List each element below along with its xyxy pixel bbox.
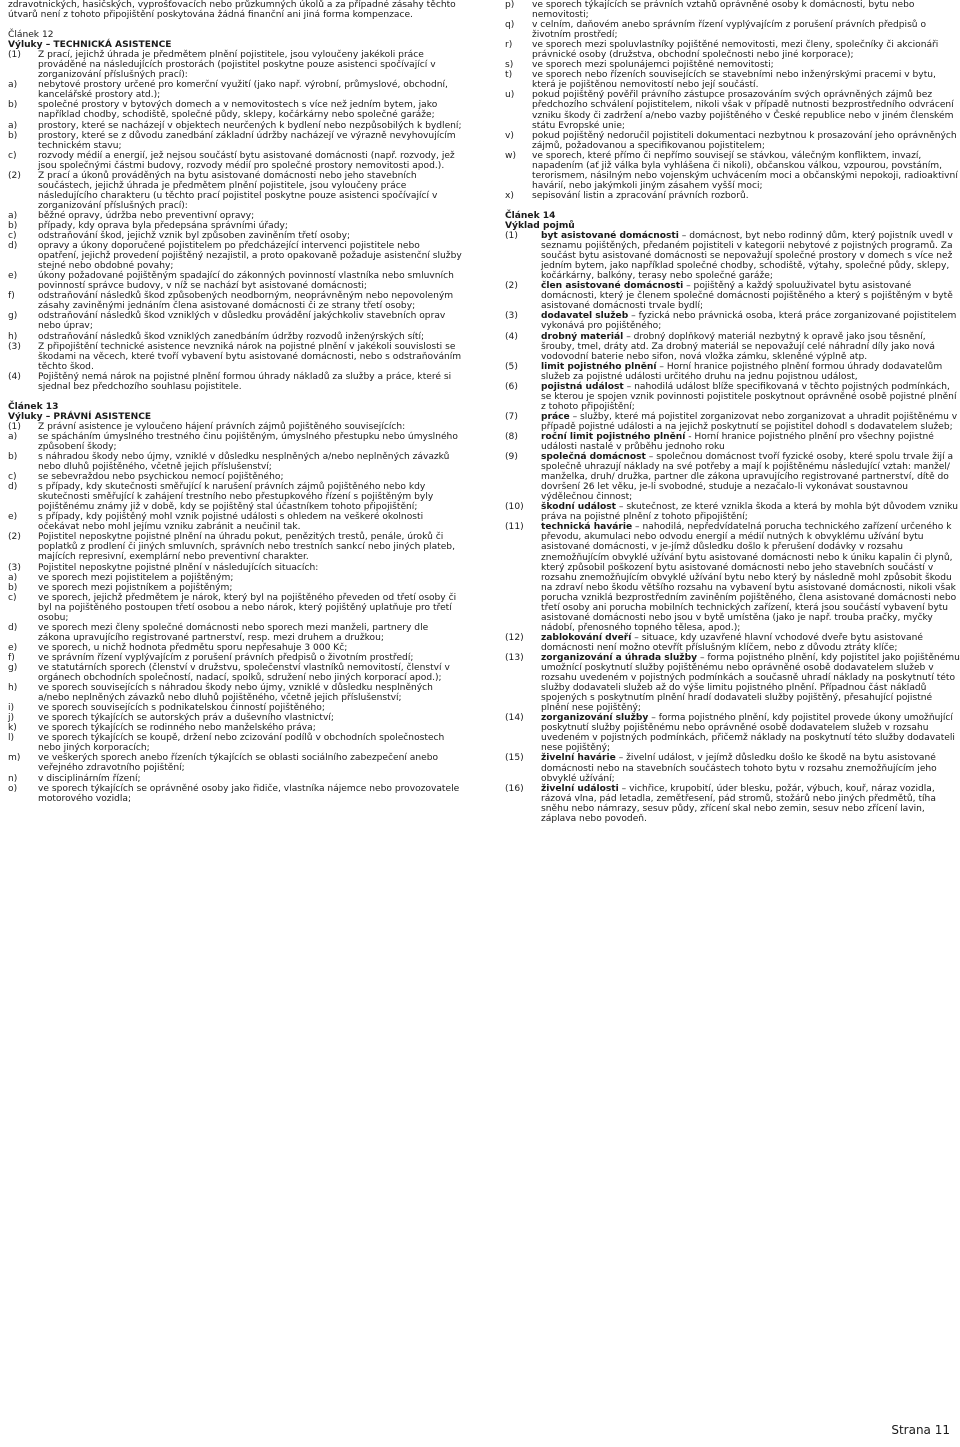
list-item-text: – pojištěný a každý spoluuživatel bytu asistované domácnosti, který je členem společné domácnosti pojištěného a který s pojištěným v bytě asistované domácnosti trvale bydlí;	[541, 281, 953, 312]
list-item-text: nebytové prostory určené pro komerční využití (jako např. výrobní, průmyslové, obchodní, kancelářské prostory atd.);	[38, 80, 448, 101]
list-item-number: f)	[8, 652, 15, 663]
list-item-text: ve sporech, jejichž předmětem je nárok, který byl na pojištěného převeden od třetí osoby či byl na pojištěného postoupen třetí osobou a nebo nárok, který pojištěný uplatňuje pro třetí osobu;	[38, 592, 457, 623]
list-item-text: – Horní hranice pojistného plnění formou úhrady dodavatelům služeb za pojistné události určitého druhu na jednu pojistnou událost,	[541, 361, 943, 382]
article-12-p2-list	[8, 211, 463, 342]
list-item-text: odstraňování následků škod vzniklých zanedbáním údržby rozvodů inženýrských sítí;	[38, 331, 425, 342]
list-item-number: x)	[505, 190, 514, 201]
list-item-text: s náhradou škody nebo újmy, vzniklé v důsledku nesplněných a/nebo neplněných závazků nebo dluhů pojištěného, včetně jejich příslušenství;	[38, 452, 450, 473]
list-item-number: c)	[8, 472, 17, 483]
definition-item	[505, 412, 960, 432]
list-item-text: – skutečnost, ze které vznikla škoda a která by mohla být důvodem vzniku práva na pojistné plnění z tohoto připojištění;	[541, 502, 958, 523]
list-item-text: – služby, které má pojistitel zorganizovat nebo zorganizovat a uhradit pojištěnému v případě pojistné události a na jejichž poskytnutí se pojistitel dohodl s dodavatelem služeb;	[541, 411, 958, 432]
list-item-text: ve sporech mezi spoluvlastníky pojištěné nemovitosti, mezi členy, společníky či akcionáři právnické osoby (družstva, obchodní společnosti nebo jiné korporace);	[532, 40, 939, 61]
list-item	[8, 753, 463, 773]
list-item-text: – vichřice, krupobití, úder blesku, požár, výbuch, kouř, náraz vozidla, rázová vlna, pád letadla, zemětřesení, pád stromů, stožárů nebo jiných předmětů, tíha sněhu nebo námrazy, sesuv půdy, zřícení skal nebo zemin, sesuv nebo zřícení lavin, záplava nebo povodeň.	[541, 783, 936, 824]
list-item	[505, 70, 960, 90]
list-item	[8, 653, 463, 663]
list-item-text: ve sporech týkajících se autorských práv a duševního vlastnictví;	[38, 713, 334, 724]
definition-item	[505, 452, 960, 502]
article-14-definitions-list	[505, 231, 960, 824]
list-item-text: se sebevraždou nebo psychickou nemocí pojištěného;	[38, 472, 284, 483]
list-item	[8, 573, 463, 583]
list-item-number: (14)	[505, 713, 524, 724]
list-item-number: a)	[8, 80, 18, 91]
definition-term: drobný materiál	[541, 331, 624, 342]
list-item	[8, 432, 463, 452]
list-item	[8, 311, 463, 331]
list-item-number: a)	[8, 431, 18, 442]
article-12-p1-list	[8, 80, 463, 170]
list-item	[8, 784, 463, 804]
intro-paragraph: zdravotnických, hasičských, vyprošťovacích nebo průzkumných úkolů a za případné zásahy těchto útvarů není z tohoto připojištění poskytována žádná finanční ani jiná forma kompenzace.	[8, 0, 456, 21]
list-item	[505, 151, 960, 191]
list-item-number: e)	[8, 642, 18, 653]
list-item	[505, 191, 960, 201]
article-13-p1-list	[8, 432, 463, 532]
list-item-text: rozvody médií a energií, jež nejsou součástí bytu asistované domácnosti (např. rozvody, jež jsou společnými částmi budovy, rozvody médií pro společné prostory nemovitosti apod.).	[38, 150, 455, 171]
list-item-number: b)	[8, 452, 18, 463]
list-item-number: (4)	[505, 331, 518, 342]
list-item-text: pokud pojištěný pověřil právního zástupce prosazováním svých oprávněných zájmů bez předchozího schválení pojistitelem, nikoli však v případě nutnosti bezprostředního odvrácení vzniku škody či zadržení a/nebo vazby pojištěného v České republice nebo v jiném členském státu Evropské unie;	[532, 90, 954, 131]
list-item	[505, 40, 960, 60]
list-item	[8, 231, 463, 241]
list-item-text: ve sporech mezi členy společné domácnosti nebo sporech mezi manželi, partnery dle zákona upravujícího registrované partnerství, resp. mezi druhem a družkou;	[38, 622, 429, 643]
right-column	[505, 0, 960, 824]
list-item-text: se spácháním úmyslného trestného činu pojištěným, úmyslného přestupku nebo úmyslného způsobení škody;	[38, 431, 458, 452]
list-item-text: ve sporech mezi pojistitelem a pojištěným;	[38, 572, 234, 583]
list-item-number: (10)	[505, 502, 524, 513]
list-item-text: ve správním řízení vyplývajícím z porušení právních předpisů o životním prostředí;	[38, 652, 414, 663]
article-12-title: Článek 12	[8, 30, 54, 41]
article-14-title: Článek 14	[505, 210, 556, 221]
list-item-text: ve sporech, u nichž hodnota předmětu sporu nepřesahuje 3 000 Kč;	[38, 642, 348, 653]
list-item-number: d)	[8, 622, 18, 633]
definition-item	[505, 522, 960, 633]
list-item-text: v celním, daňovém anebo správním řízení vyplývajícím z porušení právních předpisů o životním prostředí;	[532, 20, 927, 41]
list-item-text: v disciplinárním řízení;	[38, 773, 141, 784]
list-item-text: ve sporech mezi spolunájemci pojištěné nemovitosti;	[532, 60, 774, 71]
list-item	[8, 583, 463, 593]
article-13-p3-continued-list	[505, 0, 960, 201]
list-item	[8, 623, 463, 643]
list-item-text: odstraňování škod, jejichž vznik byl způsoben zaviněním třetí osoby;	[38, 231, 351, 242]
list-item-number: c)	[8, 592, 17, 603]
list-item	[8, 151, 463, 171]
list-item-number: o)	[8, 783, 18, 794]
list-item-text: – situace, kdy uzavřené hlavní vchodové dveře bytu asistované domácnosti není možno otevřít příslušným klíčem, nebo z důvodu ztráty klíče;	[541, 632, 923, 653]
article-13-p3-list	[8, 573, 463, 804]
list-item	[8, 723, 463, 733]
list-item-number: (12)	[505, 632, 524, 643]
list-item-number: e)	[8, 271, 18, 282]
definition-term: společná domácnost	[541, 452, 646, 463]
list-item-number: l)	[8, 733, 15, 744]
definition-item	[505, 784, 960, 824]
list-item-text: ve sporech týkajících se rodinného nebo manželského práva;	[38, 723, 316, 734]
list-item-number: d)	[8, 241, 18, 252]
list-item-text: sepisování listin a zpracování právních rozborů.	[532, 190, 749, 201]
definition-item	[505, 311, 960, 331]
list-item-text: – nahodilá, nepředvídatelná porucha technického zařízení určeného k převodu, akumulaci nebo odvodu energií a médií nutných k obvyklému užívání bytu asistované domácnosti, v je-jímž důsledku došlo k přerušení dodávky v rozsahu znemožňujícím obvyklé užívání bytu asistované domácnosti nebo k úniku kapalin či plynů, který způsobil poškození bytu asistované domácnosti nebo jeho stavebních součástí v rozsahu znemožňujícím obvyklé užívání bytu nebo který by následně mohl způsobit škodu na zdraví nebo škodu většího rozsahu na vybavení bytu asistované domácnosti, nikoli však porucha vzniklá bezprostředním zaviněním pojištěného, člena asistované domácnosti nebo třetí osoby ani porucha mobilních technických zařízení, která jsou součástí vybavení bytu asistované domácnosti nebo jsou v bytě umístěna (jako je např. trouba pračky, myčky nádobí, přenosného topného tělesa, apod.);	[541, 522, 957, 633]
list-item-number: (6)	[505, 381, 518, 392]
list-item-number: (11)	[505, 522, 524, 533]
list-item-text: ve sporech souvisejících s podnikatelskou činností pojištěného;	[38, 703, 325, 714]
list-item-text: opravy a úkony doporučené pojistitelem po předcházející intervenci pojistitele nebo opatření, jejichž provedení pojištěný nezajistil, a proto opakovaně požaduje asistenční služby stejné nebo obdobné povahy;	[38, 241, 462, 272]
page-number: Strana 11	[891, 1423, 950, 1437]
list-item-number: e)	[8, 512, 18, 523]
list-item-text: – domácnost, byt nebo rodinný dům, který pojistník uvedl v seznamu pojištěných, předaném pojistiteli v kategorii nebytové z pojistných programů. Za součást bytu asistované domácnosti se nepovažují společné prostory v domech s více než jedním bytem, jako například společné chodby, schodiště, výtahy, společné půdy, sklepy, kočárkárny, balkóny, terasy nebo společné garáže;	[541, 231, 953, 282]
list-item	[8, 472, 463, 482]
list-item-number: b)	[8, 220, 18, 231]
list-item-number: d)	[8, 482, 18, 493]
list-item-number: f)	[8, 291, 15, 302]
list-item-text: prostory, které se z důvodu zanedbání základní údržby nacházejí ve výrazně nevyhovujícím technickém stavu;	[38, 130, 456, 151]
definition-term: roční limit pojistného plnění	[541, 431, 686, 442]
list-item	[8, 291, 463, 311]
list-item	[8, 221, 463, 231]
definition-item	[505, 281, 960, 311]
list-item	[8, 131, 463, 151]
list-item	[8, 733, 463, 753]
list-item-text: – forma pojistného plnění, kdy pojistitel jako pojištěnému umožnící poskytnutí služby pojištěnému nebo oprávněné osobě dodavatelem služeb v rozsahu uvedeném v pojistných podmínkách a současně uhradí náklady na poskytnutí této služby dodavateli služeb až do výše limitu pojistného plnění. Případnou část nákladů spojených s poskytnutím plnění hradí dodavateli služby pojištěný, přesahující pojistné plnění nese pojištěný;	[541, 653, 960, 714]
list-item-number: h)	[8, 683, 18, 694]
list-item-number: q)	[505, 20, 515, 31]
list-item-text: ve sporech týkajících se právních vztahů oprávněné osoby k domácnosti, bytu nebo nemovitosti;	[532, 0, 915, 21]
article-12-subtitle: Výluky – TECHNICKÁ ASISTENCE	[8, 40, 172, 51]
list-item-text: ve sporech souvisejících s náhradou škody nebo újmy, vzniklé v důsledku nesplněných a/nebo neplněných závazků nebo dluhů pojištěného, včetně jejich příslušenství;	[38, 683, 433, 704]
list-item-number: (5)	[505, 361, 518, 372]
list-item	[8, 271, 463, 291]
list-item-text: - Horní hranice pojistného plnění pro všechny pojistné události nastalé v průběhu jednoho roku	[541, 431, 934, 453]
list-item-number: b)	[8, 130, 18, 141]
list-item-number: p)	[505, 0, 515, 10]
list-item	[8, 121, 463, 131]
list-item-text: pokud pojištěný nedoručil pojistiteli dokumentaci nezbytnou k prosazování jeho oprávněných zájmů, požadovanou a specifikovanou pojistitelem;	[532, 130, 957, 151]
list-item-number: g)	[8, 311, 18, 322]
list-item-number: w)	[505, 150, 516, 161]
list-item-text: ve sporech, které přímo či nepřímo souvisejí se stávkou, válečným konfliktem, invazí, napadením (ať již válka byla vyhlášena či nikoli), občanskou válkou, vzpourou, povstáním, terorismem, násilným nebo vojenským uchvácením moci a občanskými nepokoji, radioaktivní havárií, nebo jakýmkoli jiným zásahem vyšší moci;	[532, 150, 958, 191]
definition-term: práce	[541, 411, 570, 422]
list-item-number: v)	[505, 130, 514, 141]
list-item	[505, 60, 960, 70]
list-item-text: ve statutárních sporech (členství v družstvu, společenství vlastníků nemovitostí, členství v orgánech obchodních společností, nadací, spolků, sdružení nebo jiných korporací apod.);	[38, 663, 450, 684]
list-item	[505, 20, 960, 40]
list-item	[8, 211, 463, 221]
list-item-number: (16)	[505, 783, 524, 794]
list-item-number: a)	[8, 210, 18, 221]
definition-item	[505, 713, 960, 753]
list-item-number: t)	[505, 70, 513, 81]
list-item-text: případy, kdy oprava byla předepsána správními úřady;	[38, 220, 288, 231]
definition-term: živelní havárie	[541, 753, 616, 764]
definition-item	[505, 432, 960, 452]
definition-term: limit pojistného plnění	[541, 361, 657, 372]
list-item	[8, 703, 463, 713]
list-item	[8, 713, 463, 723]
definition-term: technická havárie	[541, 522, 633, 533]
list-item-number: (13)	[505, 653, 524, 663]
list-item	[8, 663, 463, 683]
list-item-text: s případy, kdy skutečnosti směřující k narušení právních zájmů pojištěného nebo kdy skutečnosti směřující k zahájení trestního nebo přestupkového řízení s pojištěným byly pojištěnému známy již v době, kdy se pojištěný stal účastníkem tohoto připojištění;	[38, 482, 434, 513]
list-item-text: ve sporech týkajících se oprávněné osoby jako řidiče, vlastníka nájemce nebo provozovatele motorového vozidla;	[38, 783, 460, 804]
definition-item	[505, 362, 960, 382]
list-item-number: (8)	[505, 431, 518, 442]
definition-item	[505, 231, 960, 281]
list-item-number: r)	[505, 40, 513, 51]
list-item-text: – fyzická nebo právnická osoba, která práce zorganizované pojistitelem vykonává pro pojištěného;	[541, 311, 957, 332]
article-12-paragraph-2: (2) Z prací a úkonů prováděných na bytu asistované domácnosti nebo jeho stavebních součástech, jejichž úhrada je předmětem plnění pojistitele, jsou vyloučeny práce následujícího charakteru (u těchto prací pojistitel poskytne pouze asistenci spočívající v zorganizování příslušných prací):	[8, 170, 438, 211]
list-item	[8, 482, 463, 512]
left-column	[8, 0, 463, 804]
definition-term: člen asistované domácnosti	[541, 281, 684, 292]
list-item	[8, 512, 463, 532]
list-item	[8, 774, 463, 784]
definition-term: pojistná událost	[541, 381, 624, 392]
list-item-number: c)	[8, 150, 17, 161]
article-13-paragraph-3: (3) Pojistitel neposkytne pojistné plnění v následujících situacích:	[8, 562, 319, 573]
list-item	[8, 241, 463, 271]
list-item	[8, 100, 463, 120]
list-item	[505, 90, 960, 130]
article-13-title: Článek 13	[8, 401, 59, 412]
list-item-text: odstraňování následků škod vzniklých v důsledku provádění jakýchkoliv stavebních oprav nebo úprav;	[38, 311, 446, 332]
definition-term: byt asistované domácnosti	[541, 231, 679, 242]
definition-term: zorganizování a úhrada služby	[541, 653, 698, 663]
list-item	[505, 131, 960, 151]
list-item	[8, 332, 463, 342]
list-item-text: s případy, kdy pojištěný mohl vznik pojistné události s ohledem na veškeré okolnosti očekávat nebo mohl jejímu vzniku zabránit a neučinil tak.	[38, 512, 424, 533]
list-item-text: – společnou domácnost tvoří fyzické osoby, které spolu trvale žijí a společně uhrazují náklady na své potřeby a mají k pojištěnému následující vztah: manžel/ manželka, druh/ družka, partner dle zákona upravujícího registrované partnerství, dítě do dovršení 26 let věku, je-li svobodné, studuje a nezačalo-li vykonávat soustavnou výdělečnou činnost;	[541, 452, 954, 503]
list-item	[8, 643, 463, 653]
list-item-number: (15)	[505, 753, 524, 764]
definition-term: dodavatel služeb	[541, 311, 629, 322]
list-item-text: úkony požadované pojištěným spadající do zákonných povinností vlastníka nebo smluvních povinností správce budovy, v níž se nachází byt asistované domácnosti;	[38, 271, 454, 292]
list-item-text: ve sporech mezi pojistníkem a pojištěným;	[38, 582, 233, 593]
list-item-number: j)	[8, 713, 15, 724]
definition-term: zorganizování služby	[541, 713, 649, 724]
definition-item	[505, 502, 960, 522]
list-item-text: – nahodilá událost blíže specifikovaná v těchto pojistných podmínkách, se kterou je spojen vznik povinnosti pojistitele poskytnout oprávněné osobě pojistné plnění z tohoto připojištění;	[541, 381, 957, 412]
definition-item	[505, 332, 960, 362]
list-item-text: prostory, které se nacházejí v objektech neurčených k bydlení nebo nezpůsobilých k bydlení;	[38, 120, 462, 131]
list-item-text: – drobný doplňkový materiál nezbytný k opravě jako jsou těsnění, šrouby, tmel, dráty atd. Za drobný materiál se nepovažují celé náhradní díly jako nová vodovodní baterie nebo sifon, nová vložka zámku, skleněné výplně atp.	[541, 331, 935, 362]
definition-term: živelní události	[541, 783, 619, 794]
list-item-number: a)	[8, 120, 18, 131]
definition-term: škodní událost	[541, 502, 616, 513]
list-item-text: ve veškerých sporech anebo řízeních týkajících se oblasti sociálního zabezpečení anebo veřejného zdravotního pojištění;	[38, 753, 439, 774]
list-item-number: u)	[505, 90, 515, 101]
list-item-number: k)	[8, 723, 17, 734]
list-item-number: (1)	[505, 231, 518, 242]
list-item-text: odstraňování následků škod způsobených neodborným, neoprávněným nebo nepovoleným zásahy zaviněnými jednáním člena asistované domácnosti či ze strany třetí osoby;	[38, 291, 454, 312]
list-item-number: a)	[8, 572, 18, 583]
list-item	[8, 80, 463, 100]
article-13-subtitle: Výluky – PRÁVNÍ ASISTENCE	[8, 411, 152, 422]
list-item-text: běžné opravy, údržba nebo preventivní opravy;	[38, 210, 255, 221]
definition-item	[505, 633, 960, 653]
list-item-number: (3)	[505, 311, 518, 322]
article-13-paragraph-2: (2) Pojistitel neposkytne pojistné plnění na úhradu pokut, penězitých trestů, penále, úroků či poplatků z prodlení či jiných smluvních, správních nebo trestních sankcí nebo jiných plateb, majících represivní, exemplární nebo preventivní charakter.	[8, 532, 455, 563]
list-item-number: i)	[8, 703, 15, 714]
list-item-text: ve sporech týkajících se koupě, držení nebo zcizování podílů v obchodních společnostech nebo jiných korporacích;	[38, 733, 445, 754]
list-item-number: (9)	[505, 452, 518, 463]
list-item-number: (7)	[505, 411, 518, 422]
definition-item	[505, 653, 960, 713]
list-item-number: n)	[8, 773, 18, 784]
article-12-paragraph-4: (4) Pojištěný nemá nárok na pojistné plnění formou úhrady nákladů za služby a práce, které si sjednal bez předchozího souhlasu pojistitele.	[8, 371, 452, 392]
list-item	[8, 683, 463, 703]
list-item-number: s)	[505, 60, 514, 71]
definition-term: zablokování dveří	[541, 632, 632, 643]
list-item-text: – živelní událost, v jejímž důsledku došlo ke škodě na bytu asistované domácnosti nebo na stavebních součástech tohoto bytu v rozsahu znemožňujícím jeho obvyklé užívání;	[541, 753, 937, 784]
definition-item	[505, 753, 960, 783]
list-item-text: – forma pojistného plnění, kdy pojistitel provede úkony umožňující poskytnutí služby pojištěnému nebo oprávněné osobě dodavatelem služeb v rozsahu uvedeném v pojistných podmínkách, přičemž náklady na poskytnutí této služby dodavateli nese pojištěný;	[541, 713, 955, 754]
article-12-paragraph-1: (1) Z prací, jejichž úhrada je předmětem plnění pojistitele, jsou vyloučeny jakékoli práce prováděné na následujících prostorách (pojistitel poskytne pouze asistenci spočívající v zorganizování příslušných prací):	[8, 50, 436, 81]
article-13-paragraph-1: (1) Z právní asistence je vyloučeno hájení právních zájmů pojištěného souvisejících:	[8, 421, 406, 432]
list-item-text: společné prostory v bytových domech a v nemovitostech s více než jedním bytem, jako například chodby, schodiště, společné půdy, sklepy, kočárkárny nebo společné garáže;	[38, 100, 438, 121]
article-14-subtitle: Výklad pojmů	[505, 220, 575, 231]
list-item-number: m)	[8, 753, 21, 764]
list-item-number: b)	[8, 582, 18, 593]
definition-item	[505, 382, 960, 412]
list-item-number: (2)	[505, 281, 518, 292]
list-item-text: ve sporech nebo řízeních souvisejících se stavebními nebo inženýrskými pracemi v bytu, která je pojištěnou nemovitostí nebo její součástí.	[532, 70, 936, 91]
list-item	[8, 452, 463, 472]
list-item	[8, 593, 463, 623]
article-12-paragraph-3: (3) Z připojištění technické asistence nevzniká nárok na pojistné plnění v jakékoli souvislosti se škodami na věcech, které tvoří vybavení bytu asistované domácnosti, nebo s odstraňováním těchto škod.	[8, 341, 462, 372]
list-item-number: g)	[8, 663, 18, 673]
list-item-number: h)	[8, 331, 18, 342]
list-item	[505, 0, 960, 20]
list-item-number: c)	[8, 231, 17, 242]
list-item-number: b)	[8, 100, 18, 111]
